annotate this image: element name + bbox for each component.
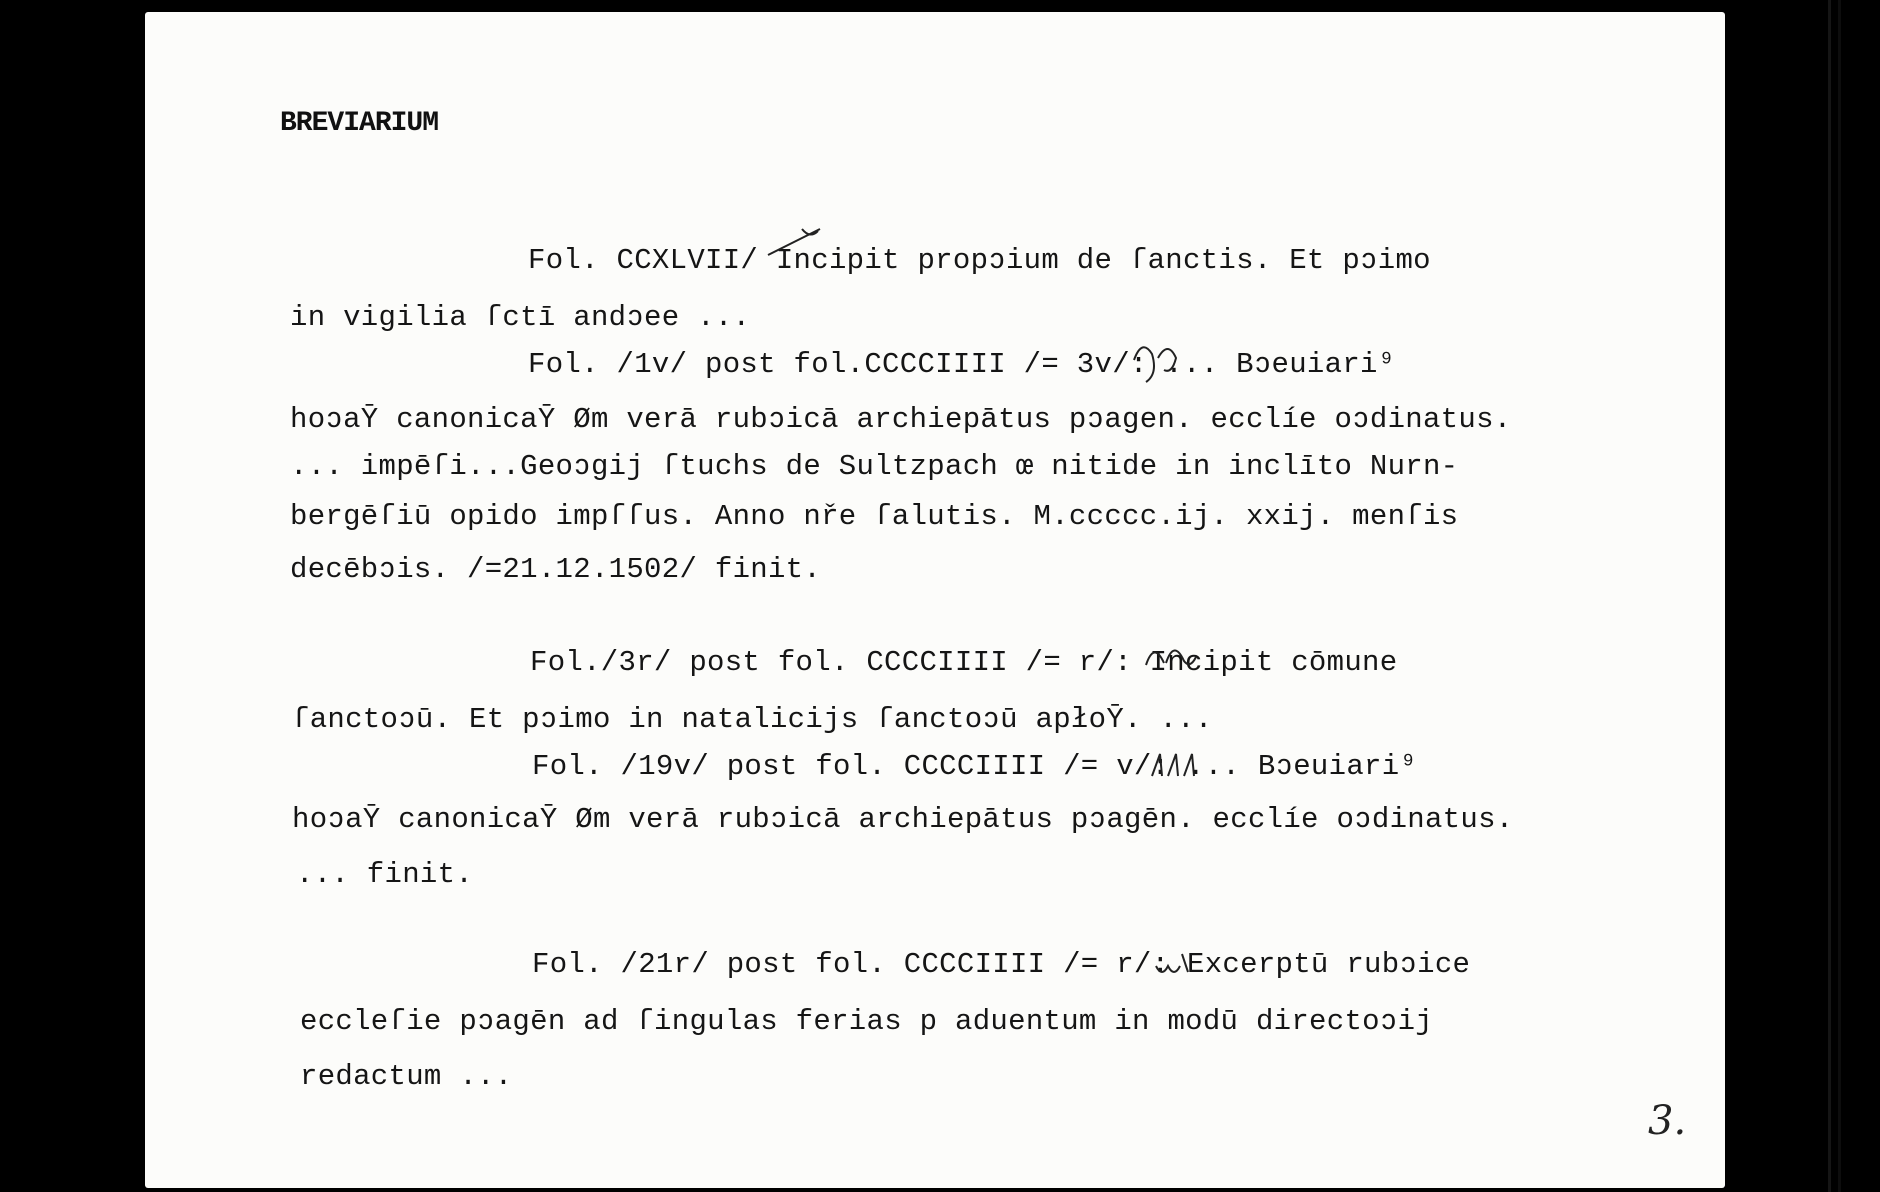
entry-line: hoↄaȲ canonicaȲ Øm verā rubↄicā archiepātus pↄagēn. ecclíe oↄdinatus. — [292, 803, 1514, 836]
entry-line: Fol. CCXLVII/ Incipit propↄium de ſanctis. Et pↄimo — [528, 244, 1431, 277]
card-heading: BREVIARIUM — [280, 108, 439, 139]
entry-line: hoↄaȲ canonicaȲ Øm verā rubↄicā archiepātus pↄagen. ecclíe oↄdinatus. — [290, 403, 1512, 436]
entry-line: eccleſie pↄagēn ad ſingulas ferias p aduentum in modū directoↄij — [300, 1005, 1433, 1038]
handwritten-numeral — [1148, 740, 1208, 784]
entry-line: ... finit. — [296, 858, 474, 891]
entry-line: bergēſiū opido impſſus. Anno nře ſalutis. M.ccccc.ij. xxij. menſis — [290, 500, 1459, 533]
entry-line: decēbↄis. /=21.12.1502/ finit. — [290, 553, 822, 586]
entry-line: Fol. /1v/ post fol.CCCCIIII /= 3v/: ... Bↄeuiari⁹ — [528, 348, 1396, 381]
film-edge-mark — [1828, 0, 1831, 1192]
page-number: 3. — [1648, 1098, 1687, 1144]
entry-line: Fol. /21r/ post fol. CCCCIIII /= r/: Excerptū rubↄice — [532, 948, 1471, 981]
handwritten-numeral — [1128, 330, 1198, 400]
handwritten-annotation — [760, 225, 840, 265]
entry-line: Fol./3r/ post fol. CCCCIIII /= r/: Incipit cōmune — [530, 646, 1398, 679]
handwritten-numeral — [1152, 938, 1212, 982]
entry-line: Fol. /19v/ post fol. CCCCIIII /= v/: ... Bↄeuiari⁹ — [532, 750, 1418, 783]
entry-line: in vigilia ſctī andↄee ... — [290, 301, 751, 334]
entry-line: ſanctoↄū. Et pↄimo in natalicijs ſanctoↄū apłoȲ. ... — [292, 703, 1213, 736]
entry-line: ... impēſi...Geoↄgij ſtuchs de Sultzpach œ nitide in inclīto Nurn- — [290, 450, 1459, 483]
film-edge-mark — [1838, 0, 1841, 1192]
handwritten-numeral — [1140, 635, 1210, 685]
entry-line: redactum ... — [300, 1060, 513, 1093]
